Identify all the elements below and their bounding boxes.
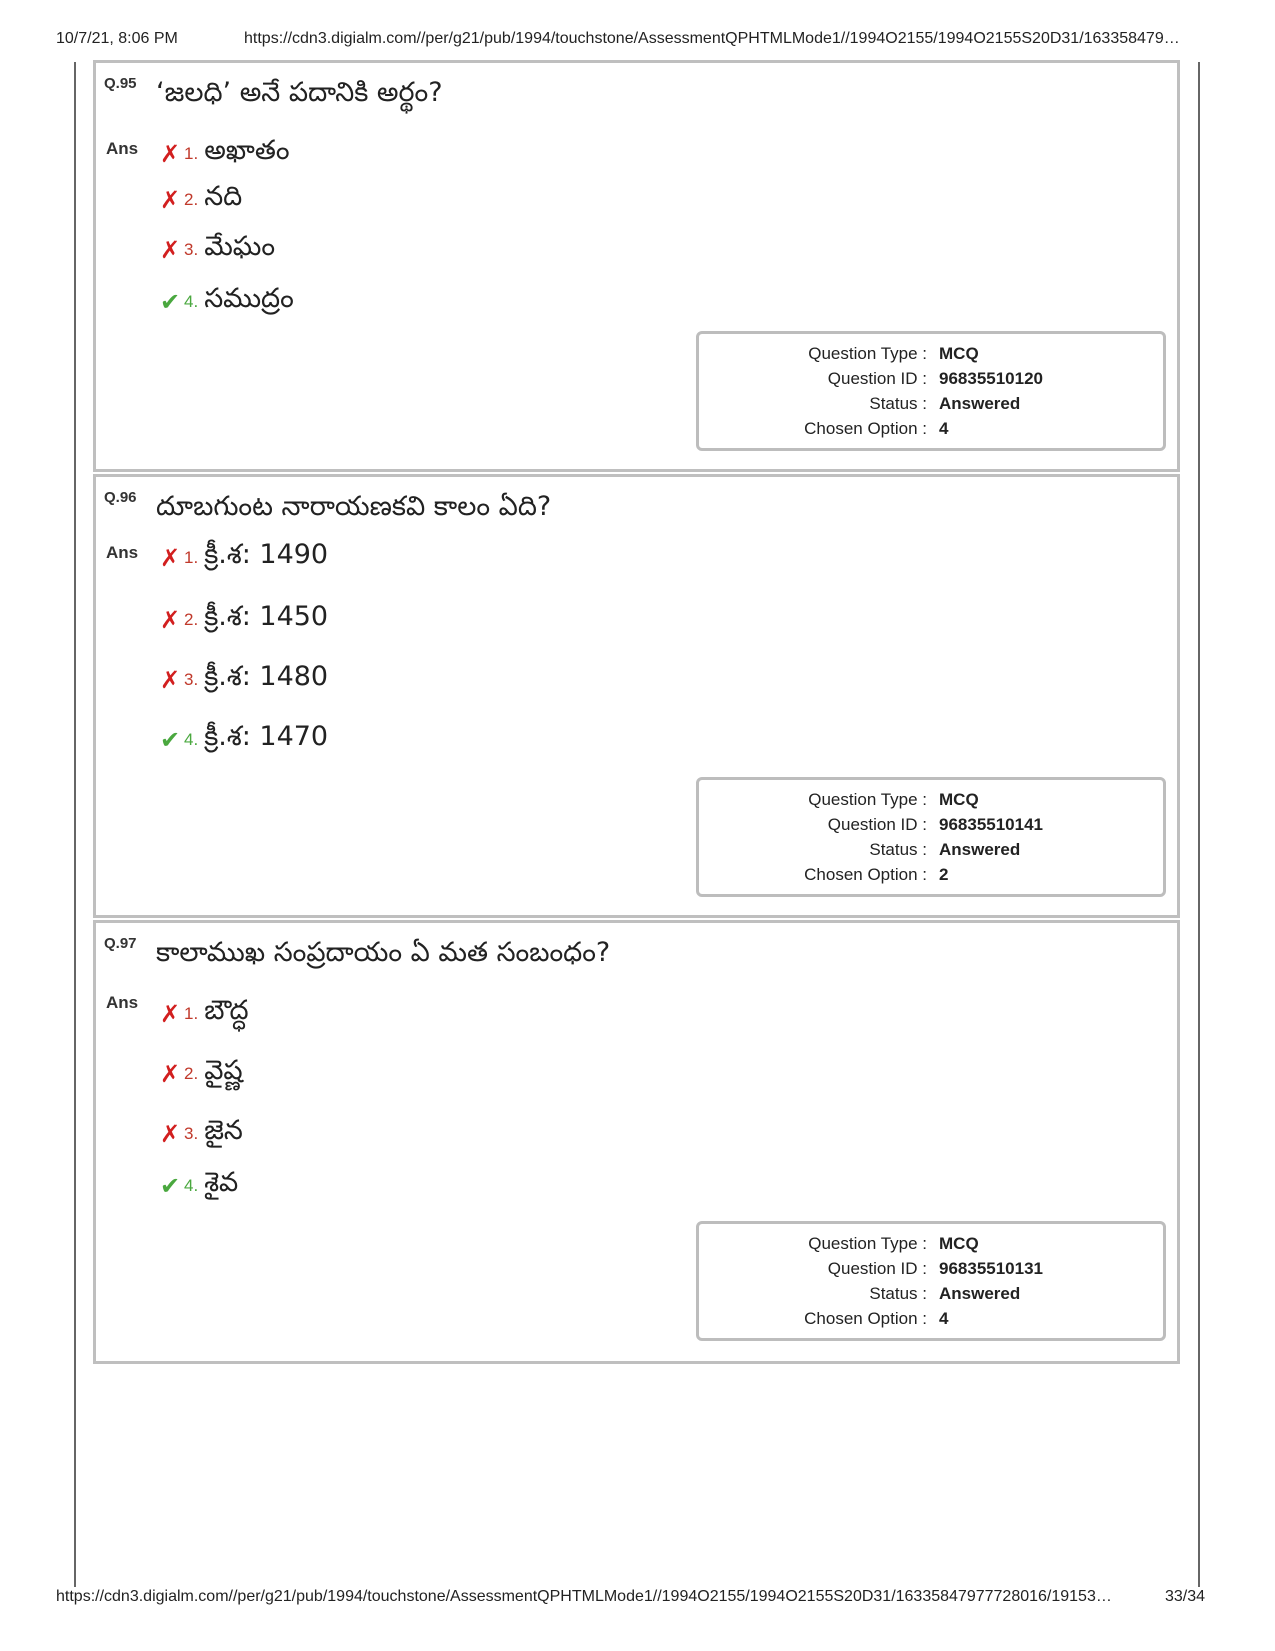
answer-label: Ans [106,993,139,1012]
option-number: 4. [184,730,199,749]
option-text: బౌద్ధ [204,995,249,1026]
info-chosen-option: Chosen Option : 2 [804,865,949,884]
cross-mark-icon: ✗ [159,186,181,214]
option-text: శైవ [204,1167,239,1198]
cross-mark-icon: ✗ [159,544,181,572]
question-block-95 [93,60,1180,472]
question-number: Q.96 [104,489,137,506]
info-status: Status : Answered [869,394,1021,413]
option-text: క్రీ.శ: 1450 [204,601,329,632]
option-text: సముద్రం [204,283,294,314]
question-info-box [696,777,1166,897]
option-number: 2. [184,190,199,209]
option-number: 3. [184,1124,199,1143]
option-number: 3. [184,670,199,689]
option-text: మేఘం [204,231,276,262]
cross-mark-icon: ✗ [159,666,181,694]
option-4 [158,721,328,755]
option-4 [158,1167,238,1201]
info-status: Status : Answered [869,840,1021,859]
option-4 [158,283,294,317]
option-number: 4. [184,1176,199,1195]
check-mark-icon: ✔ [159,288,181,316]
option-1 [158,539,328,573]
option-text: క్రీ.శ: 1490 [204,539,329,570]
answer-label: Ans [106,543,139,562]
print-footer [56,1588,1205,1610]
option-number: 2. [184,610,199,629]
question-block-96 [93,474,1180,918]
option-text: క్రీ.శ: 1480 [204,661,329,692]
question-number: Q.95 [104,75,137,92]
option-text: వైష్ణ [204,1055,243,1086]
question-block-97 [93,920,1180,1364]
question-info-box [696,1221,1166,1341]
option-number: 3. [184,240,199,259]
cross-mark-icon: ✗ [159,140,181,168]
option-text: నది [204,181,243,212]
print-header-url: https://cdn3.digialm.com//per/g21/pub/1994/touchstone/AssessmentQPHTMLMode1//1994O2155/1994O2155S20D31/163358479… [244,30,1180,47]
option-text: క్రీ.శ: 1470 [204,721,329,752]
info-question-id: Question ID : 96835510120 [827,369,1044,388]
option-3 [158,1115,243,1149]
option-text: జైన [204,1115,243,1146]
page-number: 33/34 [1164,1588,1205,1605]
option-text: అఖాతం [204,135,290,166]
info-question-type: Question Type : MCQ [808,344,979,363]
option-2 [158,1055,243,1089]
option-1 [158,135,290,169]
question-text: కాలాముఖ సంప్రదాయం ఏ మత సంబంధం? [156,937,611,968]
option-1 [158,995,249,1029]
option-3 [158,661,328,695]
info-status: Status : Answered [869,1284,1021,1303]
info-question-id: Question ID : 96835510131 [827,1259,1044,1278]
option-number: 1. [184,1004,199,1023]
cross-mark-icon: ✗ [159,1060,181,1088]
cross-mark-icon: ✗ [159,606,181,634]
page-frame-right-border [1198,62,1200,1587]
option-2 [158,181,242,215]
info-question-id: Question ID : 96835510141 [827,815,1044,834]
question-text: దూబగుంట నారాయణకవి కాలం ఏది? [156,491,552,522]
print-header [56,30,1205,52]
option-3 [158,231,275,265]
check-mark-icon: ✔ [159,1172,181,1200]
cross-mark-icon: ✗ [159,1120,181,1148]
cross-mark-icon: ✗ [159,236,181,264]
option-2 [158,601,328,635]
answer-label: Ans [106,139,139,158]
option-number: 1. [184,144,199,163]
info-chosen-option: Chosen Option : 4 [804,419,949,438]
info-chosen-option: Chosen Option : 4 [804,1309,949,1328]
page-frame-left-border [74,62,76,1587]
question-info-box [696,331,1166,451]
print-footer-url: https://cdn3.digialm.com//per/g21/pub/1994/touchstone/AssessmentQPHTMLMode1//1994O2155/1994O2155S20D31/16335847977728016/19153… [56,1588,1112,1605]
option-number: 1. [184,548,199,567]
cross-mark-icon: ✗ [159,1000,181,1028]
info-question-type: Question Type : MCQ [808,1234,979,1253]
info-question-type: Question Type : MCQ [808,790,979,809]
question-number: Q.97 [104,935,137,952]
option-number: 4. [184,292,199,311]
check-mark-icon: ✔ [159,726,181,754]
option-number: 2. [184,1064,199,1083]
question-text: ‘జలధి’ అనే పదానికి అర్థం? [156,77,443,108]
print-datetime: 10/7/21, 8:06 PM [56,30,178,47]
